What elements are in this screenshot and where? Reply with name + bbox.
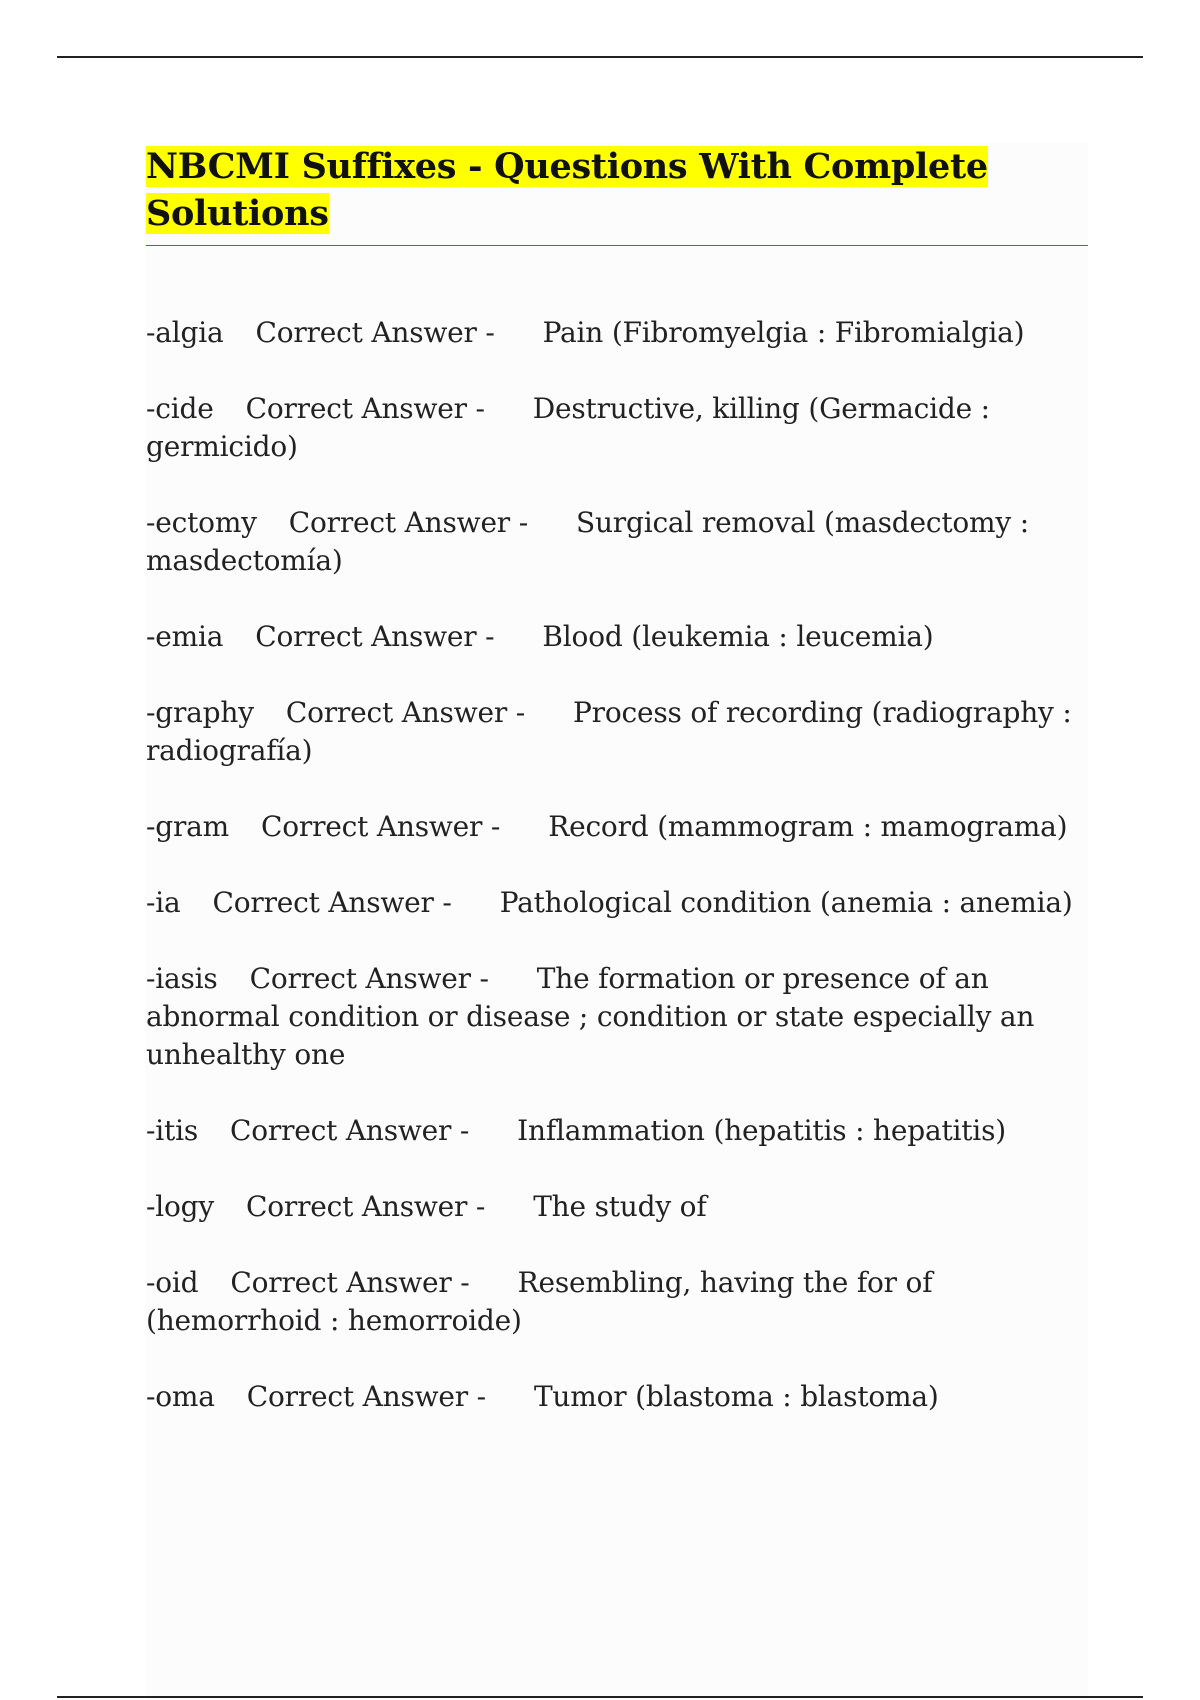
list-item [146, 1264, 1088, 1340]
entry-label: Correct Answer - [246, 1190, 486, 1223]
entry-answer: Surgical removal (masdectomy : masdectomía) [146, 506, 1029, 577]
entry-label: Correct Answer - [230, 1114, 470, 1147]
entry-label: Correct Answer - [285, 696, 526, 729]
entry-label: Correct Answer - [255, 316, 495, 349]
list-item [146, 314, 1088, 352]
entry-label: Correct Answer - [255, 620, 495, 653]
entry-term: -iasis [146, 962, 218, 995]
entry-answer: Pain (Fibromyelgia : Fibromialgia) [542, 316, 1025, 349]
entry-term: -ectomy [146, 506, 257, 539]
entry-answer: The study of [533, 1190, 707, 1223]
entry-label: Correct Answer - [249, 962, 489, 995]
entry-answer: The formation or presence of an abnormal condition or disease ; condition or state especially an unhealthy one [146, 962, 1035, 1071]
entry-term: -cide [146, 392, 214, 425]
entry-label: Correct Answer - [261, 810, 501, 843]
entry-term: -oid [146, 1266, 199, 1299]
list-item [146, 1378, 1088, 1416]
list-item [146, 1188, 1088, 1226]
list-item [146, 960, 1088, 1074]
entry-term: -oma [146, 1380, 215, 1413]
page-title-highlight: NBCMI Suffixes - Questions With Complete Solutions [146, 146, 988, 234]
list-item [146, 390, 1088, 466]
entry-label: Correct Answer - [230, 1266, 470, 1299]
entry-term: -emia [146, 620, 224, 653]
entry-label: Correct Answer - [212, 886, 452, 919]
entry-label: Correct Answer - [246, 1380, 486, 1413]
list-item [146, 808, 1088, 846]
entry-label: Correct Answer - [245, 392, 485, 425]
entry-answer: Inflammation (hepatitis : hepatitis) [517, 1114, 1006, 1147]
entry-term: -itis [146, 1114, 198, 1147]
list-item [146, 618, 1088, 656]
entry-term: -graphy [146, 696, 254, 729]
document-body [146, 143, 1088, 1700]
entry-term: -algia [146, 316, 224, 349]
entry-answer: Tumor (blastoma : blastoma) [533, 1380, 939, 1413]
entry-term: -ia [146, 886, 181, 919]
list-item [146, 504, 1088, 580]
list-item [146, 884, 1088, 922]
entry-answer: Resembling, having the for of (hemorrhoid : hemorroide) [146, 1266, 933, 1337]
list-item [146, 694, 1088, 770]
entry-list [146, 314, 1088, 1416]
entry-answer: Record (mammogram : mamograma) [548, 810, 1068, 843]
entry-answer: Blood (leukemia : leucemia) [542, 620, 934, 653]
entry-label: Correct Answer - [288, 506, 528, 539]
entry-term: -logy [146, 1190, 215, 1223]
top-rule [57, 56, 1143, 58]
entry-answer: Destructive, killing (Germacide : germicido) [146, 392, 990, 463]
entry-answer: Pathological condition (anemia : anemia) [499, 886, 1073, 919]
page-title [146, 143, 1088, 237]
list-item [146, 1112, 1088, 1150]
bottom-rule [57, 1696, 1143, 1698]
entry-answer: Process of recording (radiography : radiografía) [146, 696, 1072, 767]
title-underline [146, 245, 1088, 246]
entry-term: -gram [146, 810, 230, 843]
